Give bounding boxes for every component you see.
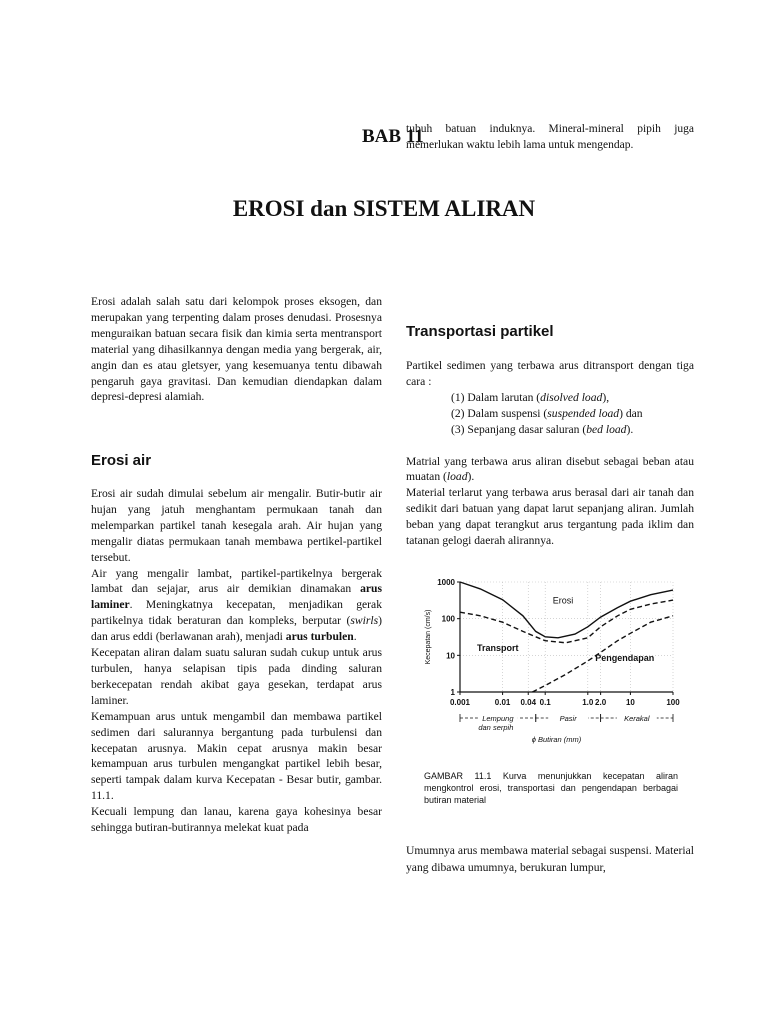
text-run: ) dan arus eddi (berlawanan arah), menjadi [91, 614, 382, 644]
figure-hjulstrom-chart [418, 574, 688, 754]
x-tick-label: 0.001 [449, 698, 471, 707]
list-item [406, 390, 694, 406]
paragraph [91, 566, 382, 646]
section-heading-erosi-air: Erosi air [91, 452, 152, 469]
x-tick-label: 0.01 [494, 698, 511, 707]
paragraph: Material terlarut yang terbawa arus berasal dari air tanah dan sedikit dari batuan yang dapat larut sepanjang aliran. Jumlah beban yang dapat terangkut arus tergantung pada iklim dan tatanan gelogi daerah alirannya. [406, 486, 694, 548]
paragraph: Partikel sedimen yang terbawa arus ditransport dengan tiga cara : [406, 359, 694, 388]
y-tick-label: 1 [450, 688, 455, 697]
x-axis-label: ϕ Butiran (mm) [531, 735, 582, 744]
text-run: ). [467, 470, 475, 484]
x-tick-label: 0.1 [539, 698, 551, 707]
x-tick-label: 100 [666, 698, 680, 707]
figure-caption: GAMBAR 11.1 Kurva menunjukkan kecepatan aliran mengkontrol erosi, transportasi dan pengendapan berbagai butiran material [424, 771, 678, 805]
intro-text: Erosi adalah salah satu dari kelompok proses eksogen, dan merupakan yang terpenting dalam proses denudasi. Prosesnya menguraikan batuan secara fisik dan kimia serta mentransport material yang dihasilkannya dengan media yang bergerak, air, angin dan es atau gletsyer, yang kesemuanya tentu dibawah pengaruh gaya gravitasi. Dan kemudian diendapkan dalam depresi-depresi alamiah. [91, 295, 382, 404]
list-item [406, 422, 694, 438]
emphasis: load [446, 470, 468, 484]
emphasis: disolved load [540, 390, 603, 404]
size-class-label: Pasir [559, 714, 577, 723]
text-run: Matrial yang terbawa arus aliran disebut sebagai beban atau muatan ( [406, 454, 694, 484]
curve-series-0 [460, 582, 673, 638]
emphasis: swirls [350, 614, 379, 628]
paragraph: Kecepatan aliran dalam suatu saluran sudah cukup untuk arus turbulen, hanya selapisan tipis pada dinding saluran berkecepatan rendah akibat gaya gesekan, terdapat arus laminer. [91, 646, 382, 707]
y-tick-label: 100 [441, 614, 455, 624]
text-run: ), [602, 390, 610, 404]
list-item [406, 406, 694, 422]
closing-paragraph [406, 842, 694, 876]
x-tick-label: 1.0 [582, 698, 594, 707]
paragraph: Umumnya arus membawa material sebagai suspensi. Material yang dibawa umumnya, berukuran lumpur, [406, 844, 694, 874]
intro-paragraph [91, 294, 382, 405]
text-run: (1) Dalam larutan ( [451, 390, 541, 404]
section-heading-transportasi: Transportasi partikel [406, 323, 554, 340]
text-run: (3) Sepanjang dasar saluran ( [451, 422, 587, 436]
text-run: ). [626, 422, 634, 436]
text-run: . Meningkatnya kecepatan, menjadikan gerak partikelnya tidak beraturan dan kompleks, berputar ( [91, 598, 382, 628]
keyword-arus-laminer: arus laminer [91, 582, 382, 612]
region-label-erosi: Erosi [552, 595, 574, 606]
y-tick-label: 10 [446, 651, 455, 661]
keyword-arus-turbulen: arus turbulen [285, 630, 354, 644]
y-axis-label: Kecepatan (cm/s) [425, 609, 432, 665]
x-tick-label: 2.0 [595, 698, 607, 707]
text-run: ) dan [619, 406, 643, 420]
size-class-label: dan serpih [478, 723, 514, 732]
size-class-label: Lempung [482, 714, 514, 723]
text-run: . [353, 630, 357, 644]
size-class-label: Kerakal [624, 714, 650, 723]
page-title: EROSI dan SISTEM ALIRAN [232, 196, 536, 221]
emphasis: suspended load [547, 406, 620, 420]
transport-list [406, 390, 694, 438]
transportasi-body [406, 358, 694, 549]
continued-text: tubuh batuan induknya. Mineral-mineral pipih juga memerlukan waktu lebih lama untuk mengendap. [406, 123, 694, 151]
chart-svg [418, 574, 688, 754]
chapter-label: BAB 11 [362, 126, 424, 147]
text-run: (2) Dalam suspensi ( [451, 406, 548, 420]
text-run: Air yang mengalir lambat, partikel-partikelnya bergerak lambat dan sejajar, arus air demikian dinamakan [91, 566, 382, 596]
y-tick-label: 1000 [437, 578, 455, 587]
paragraph: Kecuali lempung dan lanau, karena gaya kohesinya besar sehingga butiran-butirannya melekat kuat pada [91, 805, 382, 835]
paragraph: Erosi air sudah dimulai sebelum air mengalir. Butir-butir air hujan yang jatuh menghantam permukaan tanah dan melemparkan partikel tanah kesegala arah. Air hujan yang mengalir diatas permukaan tanah membawa pertikel-partikel tersebut. [91, 487, 382, 564]
region-label-pengendapan: Pengendapan [595, 653, 655, 664]
x-tick-label: 10 [625, 698, 635, 707]
emphasis: bed load [586, 422, 627, 436]
erosi-air-body [91, 486, 382, 836]
x-tick-label: 0.04 [520, 698, 537, 707]
paragraph [406, 454, 694, 486]
region-label-transport: Transport [476, 643, 519, 654]
paragraph: Kemampuan arus untuk mengambil dan membawa partikel sedimen dari salurannya bergantung pada turbulensi dan kecepatan arusnya. Makin cepat arusnya makin besar kemampuan arus turbulen mengangkat partikel lebih besar, seperti tampak dalam kurva Kecepatan - Besar butir, gambar. 11.1. [91, 709, 382, 803]
